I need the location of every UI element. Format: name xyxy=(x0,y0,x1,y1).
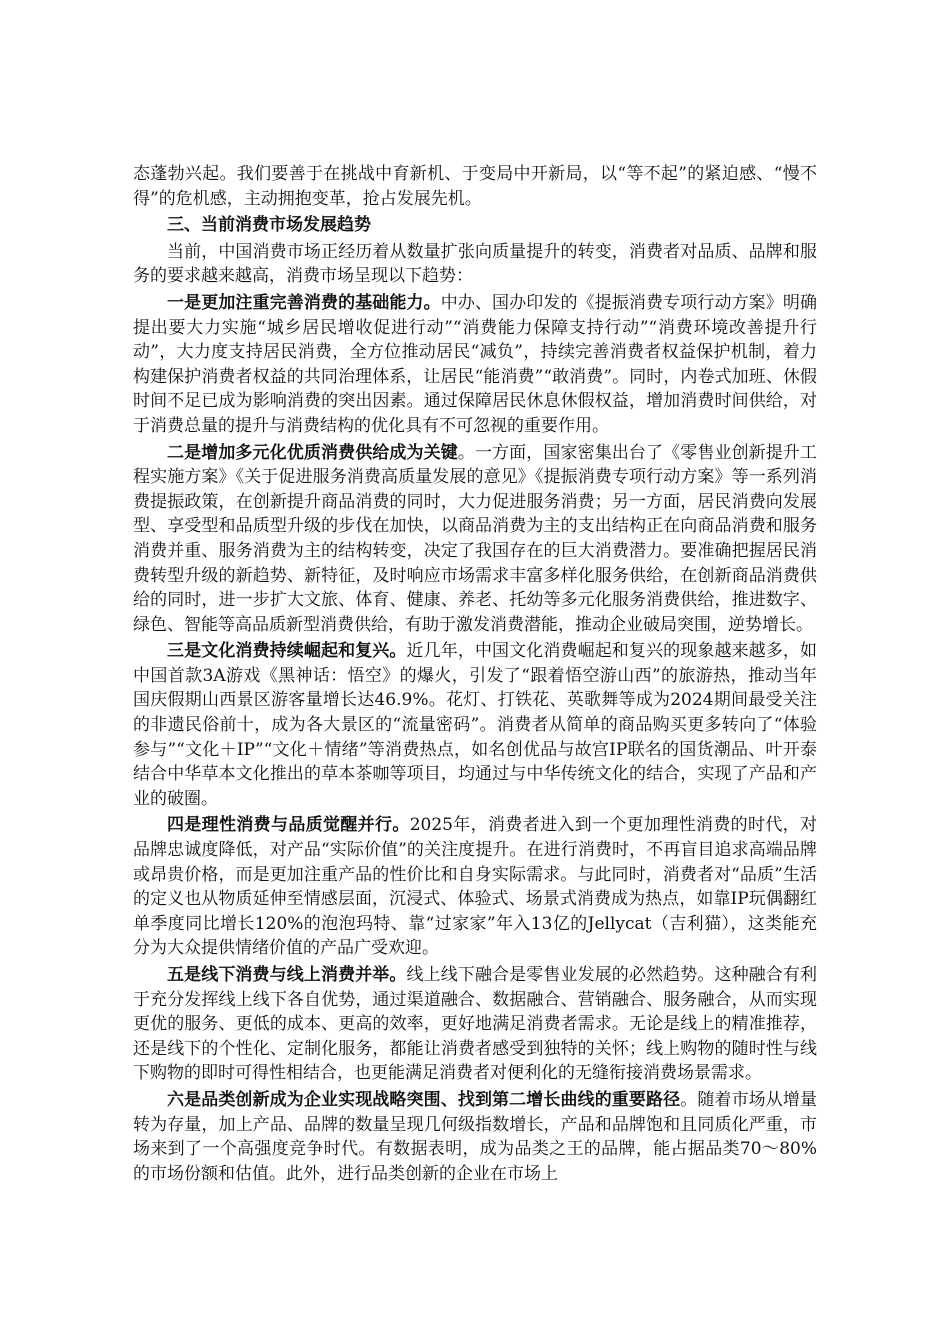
trend-body-5: 线上线下融合是零售业发展的必然趋势。这种融合有利于充分发挥线上线下各自优势，通过渠道融合、数据融合、营销融合、服务融合，从而实现更优的服务、更低的成本、更高的效率，更好地满足消费者需求。无论是线上的精准推荐，还是线下的个性化、定制化服务，都能让消费者感受到独特的关怀；线上购物的随时性与线下购物的即时可得性相结合，也更能满足消费者对便利化的无缝衔接消费场景需求。 xyxy=(133,965,818,1084)
trend-body-2: 。一方面，国家密集出台了《零售业创新提升工程实施方案》《关于促进服务消费高质量发展的意见》《提振消费专项行动方案》等一系列消费提振政策，在创新提升商品消费的同时，大力促进服务消费；另一方面，居民消费向发展型、享受型和品质型升级的步伐在加快，以商品消费为主的支出结构正在向商品消费和服务消费并重、服务消费为主的结构转变，决定了我国存在的巨大消费潜力。要准确把握居民消费转型升级的新趋势、新特征，及时响应市场需求丰富多样化服务供给，在创新商品消费供给的同时，进一步扩大文旅、体育、健康、养老、托幼等多元化服务消费供给，推进数字、绿色、智能等高品质新型消费供给，有助于激发消费潜能，推动企业破局突围，逆势增长。 xyxy=(133,442,818,635)
trend-paragraph-4 xyxy=(133,813,817,961)
trend-body-3: 近几年，中国文化消费崛起和复兴的现象越来越多，如中国首款3A游戏《黑神话：悟空》的爆火，引发了“跟着悟空游山西”的旅游热，推动当年国庆假期山西景区游客量增长达46.9%。花灯、打铁花、英歌舞等成为2024期间最受关注的非遗民俗前十，成为各大景区的“流量密码”。消费者从简单的商品购买更多转向了“体验参与”“文化＋IP”“文化＋情绪”等消费热点，如名创优品与故宫IP联名的国货潮品、叶开泰结合中华草本文化推出的草本茶咖等项目，均通过与中华传统文化的结合，实现了产品和产业的破圈。 xyxy=(133,641,818,809)
trend-lead-6: 六是品类创新成为企业实现战略突围、找到第二增长曲线的重要路径 xyxy=(167,1089,681,1110)
document-page xyxy=(133,162,817,1186)
section-heading: 三、当前消费市场发展趋势 xyxy=(167,215,371,236)
trend-body-4: 2025年，消费者进入到一个更加理性消费的时代，对品牌忠诚度降低，对产品“实际价值”的关注度提升。在进行消费时，不再盲目追求高端品牌或昂贵价格，而是更加注重产品的性价比和自身实际需求。与此同时，消费者对“品质”生活的定义也从物质延伸至情感层面，沉浸式、体验式、场景式消费成为热点，如靠IP玩偶翻红单季度同比增长120%的泡泡玛特、靠“过家家”年入13亿的Jellycat（吉利猫），这类能充分为大众提供情绪价值的产品广受欢迎。 xyxy=(133,815,818,959)
trend-body-1: 中办、国办印发的《提振消费专项行动方案》明确提出要大力实施“城乡居民增收促进行动”“消费能力保障支持行动”“消费环境改善提升行动”，大力度支持居民消费，全方位推动居民“减负”，持续完善消费者权益保护机制，着力构建保护消费者权益的共同治理体系，让居民“能消费”“敢消费”。同时，内卷式加班、休假时间不足已成为影响消费的突出因素。通过保障居民休息休假权益，增加消费时间供给，对于消费总量的提升与消费结构的优化具有不可忽视的重要作用。 xyxy=(133,292,818,436)
trend-paragraph-5 xyxy=(133,963,817,1086)
trend-lead-3: 三是文化消费持续崛起和复兴。 xyxy=(167,641,407,662)
intro-tail-paragraph: 态蓬勃兴起。我们要善于在挑战中育新机、于变局中开新局，以“等不起”的紧迫感、“慢不得”的危机感，主动拥抱变革，抢占发展先机。 xyxy=(133,164,817,209)
trend-paragraph-6 xyxy=(133,1088,817,1186)
trend-lead-5: 五是线下消费与线上消费并举。 xyxy=(167,965,407,985)
trend-lead-4: 四是理性消费与品质觉醒并行。 xyxy=(167,815,410,836)
trend-paragraph-2 xyxy=(133,441,817,638)
intro-paragraph: 当前，中国消费市场正经历着从数量扩张向质量提升的转变，消费者对品质、品牌和服务的要求越来越高，消费市场呈现以下趋势： xyxy=(133,241,817,287)
trend-paragraph-1 xyxy=(133,291,817,439)
trend-lead-2: 二是增加多元化优质消费供给成为关键 xyxy=(167,442,458,463)
trend-lead-1: 一是更加注重完善消费的基础能力。 xyxy=(167,292,441,313)
trend-paragraph-3 xyxy=(133,639,817,811)
trend-body-6: 。随着市场从增量转为存量，加上产品、品牌的数量呈现几何级指数增长，产品和品牌饱和且同质化严重，市场来到了一个高强度竞争时代。有数据表明，成为品类之王的品牌，能占据品类70～80%的市场份额和估值。此外，进行品类创新的企业在市场上 xyxy=(133,1089,818,1184)
